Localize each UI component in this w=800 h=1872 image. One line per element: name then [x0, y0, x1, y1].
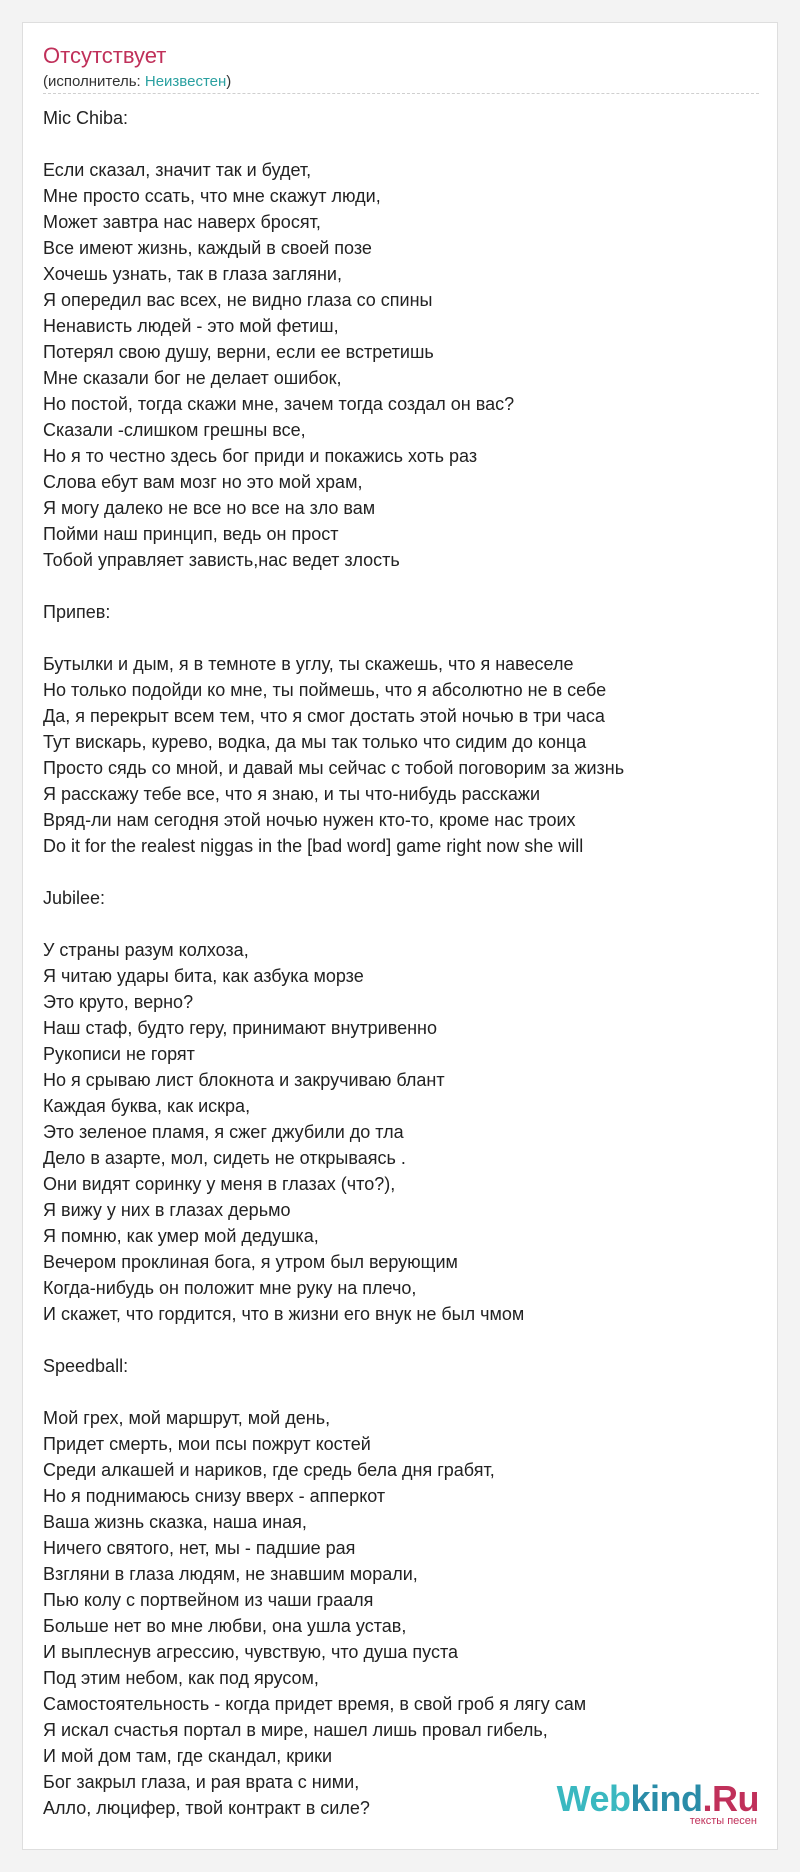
lyric-line: Все имеют жизнь, каждый в своей позе	[43, 238, 372, 258]
performer-line	[43, 73, 231, 91]
lyric-line: Хочешь узнать, так в глаза загляни,	[43, 264, 342, 284]
lyric-blank-line	[43, 131, 759, 157]
lyric-line: Больше нет во мне любви, она ушла устав,	[43, 1616, 407, 1636]
logo-tagline: тексты песен	[689, 1815, 757, 1827]
lyric-line: Я читаю удары бита, как азбука морзе	[43, 966, 364, 986]
lyric-line: Я вижу у них в глазах дерьмо	[43, 1200, 291, 1220]
lyrics-body	[43, 105, 759, 1821]
lyric-line: Я могу далеко не все но все на зло вам	[43, 498, 376, 518]
lyric-line: Если сказал, значит так и будет,	[43, 160, 312, 180]
logo-kind: kind	[630, 1778, 703, 1819]
lyric-line: Speedball:	[43, 1356, 129, 1376]
lyric-line: Но только подойди ко мне, ты поймешь, что я абсолютно не в себе	[43, 680, 607, 700]
lyric-line: Каждая буква, как искра,	[43, 1096, 251, 1116]
lyric-line: Я помню, как умер мой дедушка,	[43, 1226, 319, 1246]
lyric-line: Алло, люцифер, твой контракт в силе?	[43, 1798, 370, 1818]
lyric-line: Наш стаф, будто геру, принимают внутривенно	[43, 1018, 437, 1038]
logo-ru: .Ru	[702, 1778, 759, 1819]
lyric-line: Пойми наш принцип, ведь он прост	[43, 524, 339, 544]
lyric-blank-line	[43, 1379, 759, 1405]
lyric-line: Мне просто ссать, что мне скажут люди,	[43, 186, 381, 206]
lyric-line: Mic Chiba:	[43, 108, 129, 128]
site-logo[interactable]	[556, 1778, 759, 1827]
lyric-line: Слова ебут вам мозг но это мой храм,	[43, 472, 363, 492]
lyric-line: Тобой управляет зависть,нас ведет злость	[43, 550, 400, 570]
lyric-line: Ваша жизнь сказка, наша иная,	[43, 1512, 307, 1532]
lyric-line: Тут вискарь, курево, водка, да мы так только что сидим до конца	[43, 732, 587, 752]
lyric-line: Может завтра нас наверх бросят,	[43, 212, 321, 232]
lyric-line: Пью колу с портвейном из чаши грааля	[43, 1590, 374, 1610]
lyric-line: Но я то честно здесь бог приди и покажись хоть раз	[43, 446, 478, 466]
lyric-line: Мне сказали бог не делает ошибок,	[43, 368, 342, 388]
lyric-line: У страны разум колхоза,	[43, 940, 249, 960]
lyric-blank-line	[43, 859, 759, 885]
lyric-line: Бутылки и дым, я в темноте в углу, ты скажешь, что я навеселе	[43, 654, 574, 674]
lyric-line: Под этим небом, как под ярусом,	[43, 1668, 319, 1688]
lyric-line: Рукописи не горят	[43, 1044, 195, 1064]
lyric-line: И скажет, что гордится, что в жизни его внук не был чмом	[43, 1304, 525, 1324]
lyric-line: Вечером проклиная бога, я утром был верующим	[43, 1252, 458, 1272]
lyric-line: Но я срываю лист блокнота и закручиваю блант	[43, 1070, 445, 1090]
performer-prefix: (исполнитель:	[43, 73, 145, 90]
lyric-line: Потерял свою душу, верни, если ее встретишь	[43, 342, 434, 362]
logo-web: Web	[556, 1778, 631, 1819]
performer-suffix: )	[226, 73, 232, 90]
lyric-blank-line	[43, 573, 759, 599]
title-divider	[43, 93, 759, 94]
lyric-line: Я расскажу тебе все, что я знаю, и ты что-нибудь расскажи	[43, 784, 541, 804]
lyric-blank-line	[43, 625, 759, 651]
lyric-line: Я опередил вас всех, не видно глаза со спины	[43, 290, 433, 310]
lyric-line: Это круто, верно?	[43, 992, 194, 1012]
lyric-line: И выплеснув агрессию, чувствую, что душа пуста	[43, 1642, 458, 1662]
lyrics-card	[22, 22, 778, 1850]
lyric-line: И мой дом там, где скандал, крики	[43, 1746, 333, 1766]
lyric-line: Они видят соринку у меня в глазах (что?),	[43, 1174, 396, 1194]
performer-link[interactable]: Неизвестен	[144, 73, 227, 90]
lyric-line: Когда-нибудь он положит мне руку на плечо,	[43, 1278, 417, 1298]
lyric-line: Do it for the realest niggas in the [bad word] game right now she will	[43, 836, 584, 856]
lyric-line: Jubilee:	[43, 888, 106, 908]
lyric-line: Сказали -слишком грешны все,	[43, 420, 306, 440]
lyric-line: Просто сядь со мной, и давай мы сейчас с тобой поговорим за жизнь	[43, 758, 625, 778]
lyric-line: Взгляни в глаза людям, не знавшим морали,	[43, 1564, 418, 1584]
lyric-line: Но я поднимаюсь снизу вверх - апперкот	[43, 1486, 386, 1506]
lyric-line: Это зеленое пламя, я сжег джубили до тла	[43, 1122, 404, 1142]
lyric-line: Самостоятельность - когда придет время, в свой гроб я лягу сам	[43, 1694, 587, 1714]
lyric-line: Среди алкашей и нариков, где средь бела дня грабят,	[43, 1460, 495, 1480]
lyric-line: Припев:	[43, 602, 111, 622]
lyric-line: Я искал счастья портал в мире, нашел лишь провал гибель,	[43, 1720, 548, 1740]
lyric-blank-line	[43, 911, 759, 937]
logo-wordmark	[556, 1778, 759, 1819]
lyric-line: Придет смерть, мои псы пожрут костей	[43, 1434, 371, 1454]
lyric-line: Да, я перекрыт всем тем, что я смог достать этой ночью в три часа	[43, 706, 605, 726]
lyric-line: Дело в азарте, мол, сидеть не открываясь .	[43, 1148, 406, 1168]
lyric-line: Мой грех, мой маршрут, мой день,	[43, 1408, 331, 1428]
lyric-line: Вряд-ли нам сегодня этой ночью нужен кто-то, кроме нас троих	[43, 810, 576, 830]
lyric-blank-line	[43, 1327, 759, 1353]
lyric-line: Бог закрыл глаза, и рая врата с ними,	[43, 1772, 360, 1792]
lyric-line: Ненависть людей - это мой фетиш,	[43, 316, 339, 336]
song-title: Отсутствует	[43, 43, 167, 68]
lyric-line: Но постой, тогда скажи мне, зачем тогда создал он вас?	[43, 394, 515, 414]
lyric-line: Ничего святого, нет, мы - падшие рая	[43, 1538, 356, 1558]
